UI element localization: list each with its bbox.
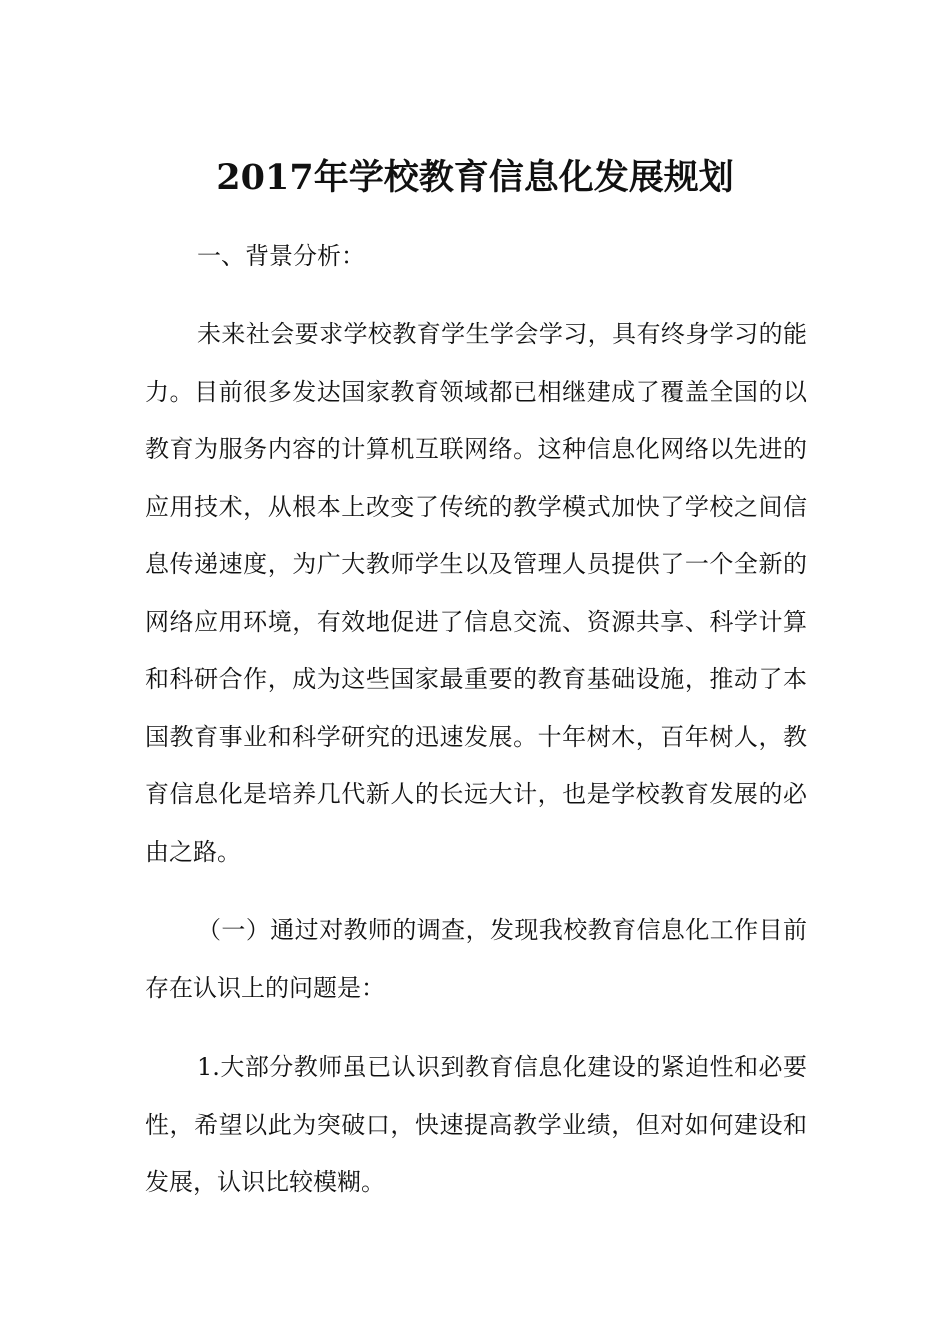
paragraph-point-1: 1.大部分教师虽已认识到教育信息化建设的紧迫性和必要性，希望以此为突破口，快速提高教学业绩，但对如何建设和发展，认识比较模糊。 [145, 1053, 807, 1196]
section-heading: 一、背景分析： [197, 242, 365, 270]
paragraph-survey: （一）通过对教师的调查，发现我校教育信息化工作目前存在认识上的问题是： [145, 916, 807, 1002]
paragraph-background: 未来社会要求学校教育学生学会学习，具有终身学习的能力。目前很多发达国家教育领域都已相继建成了覆盖全国的以教育为服务内容的计算机互联网络。这种信息化网络以先进的应用技术，从根本上改变了传统的教学模式加快了学校之间信息传递速度，为广大教师学生以及管理人员提供了一个全新的网络应用环境，有效地促进了信息交流、资源共享、科学计算和科研合作，成为这些国家最重要的教育基础设施，推动了本国教育事业和科学研究的迅速发展。十年树木，百年树人，教育信息化是培养几代新人的长远大计，也是学校教育发展的必由之路。 [145, 320, 807, 866]
document-title: 2017年学校教育信息化发展规划 [216, 157, 734, 198]
